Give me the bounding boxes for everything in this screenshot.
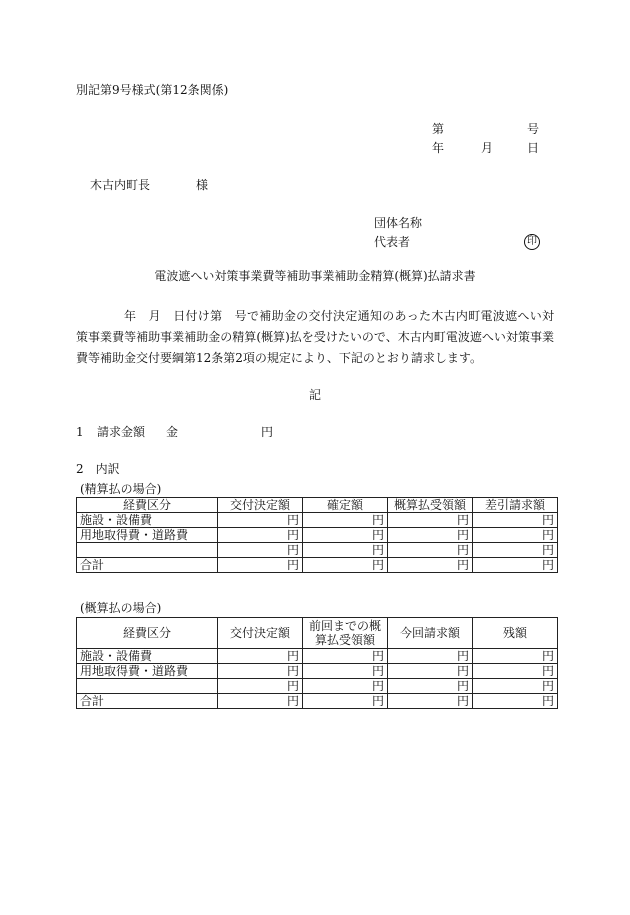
table-cell: 円 bbox=[473, 664, 558, 679]
number-suffix: 号 bbox=[527, 122, 540, 136]
table-cell: 円 bbox=[218, 694, 303, 709]
date-month: 月 bbox=[481, 141, 494, 155]
honorific: 様 bbox=[196, 178, 209, 192]
table-cell: 円 bbox=[218, 664, 303, 679]
table-row bbox=[77, 543, 558, 558]
organization-label: 団体名称 bbox=[374, 216, 423, 230]
section1-number: 1 bbox=[76, 425, 84, 439]
column-header: 前回までの概算払受領額 bbox=[303, 618, 388, 649]
body-paragraph: 年 月 日付け第 号で補助金の交付決定通知のあった木古内町電波遮へい対策事業費等補助事業補助金の精算(概算)払を受けたいので、木古内町電波遮へい対策事業費等補助金交付要綱第12条第2項の規定により、下記のとおり請求します。 bbox=[76, 309, 554, 365]
table-cell: 円 bbox=[303, 513, 388, 528]
table-cell: 円 bbox=[473, 513, 558, 528]
table-cell: 施設・設備費 bbox=[77, 513, 218, 528]
section2-heading bbox=[76, 463, 120, 475]
section2-label: 内訳 bbox=[95, 462, 120, 476]
table-cell: 円 bbox=[303, 558, 388, 573]
table-cell: 円 bbox=[303, 664, 388, 679]
table-cell: 円 bbox=[303, 543, 388, 558]
section1-kin: 金 bbox=[166, 425, 179, 439]
table-cell: 施設・設備費 bbox=[77, 649, 218, 664]
column-header: 交付決定額 bbox=[218, 618, 303, 649]
table-cell: 円 bbox=[388, 649, 473, 664]
number-prefix: 第 bbox=[432, 122, 445, 136]
table-cell: 円 bbox=[473, 649, 558, 664]
table-cell: 円 bbox=[388, 513, 473, 528]
column-header: 交付決定額 bbox=[218, 498, 303, 513]
column-header: 今回請求額 bbox=[388, 618, 473, 649]
table-header-row bbox=[77, 498, 558, 513]
table-cell: 円 bbox=[218, 558, 303, 573]
table-cell: 円 bbox=[473, 679, 558, 694]
column-header: 差引請求額 bbox=[473, 498, 558, 513]
table-cell: 円 bbox=[303, 649, 388, 664]
date-day: 日 bbox=[527, 141, 540, 155]
table-cell bbox=[77, 679, 218, 694]
table-header-row bbox=[77, 618, 558, 649]
table-cell: 円 bbox=[388, 528, 473, 543]
table-cell bbox=[77, 543, 218, 558]
table-cell: 円 bbox=[473, 558, 558, 573]
section1-yen: 円 bbox=[261, 425, 274, 439]
table-cell: 合計 bbox=[77, 694, 218, 709]
table-cell: 円 bbox=[388, 543, 473, 558]
date-year: 年 bbox=[432, 141, 445, 155]
representative-label: 代表者 bbox=[374, 235, 411, 249]
ki-heading: 記 bbox=[308, 388, 321, 402]
advance-payment-table bbox=[76, 617, 558, 709]
table-row bbox=[77, 664, 558, 679]
table-row bbox=[77, 528, 558, 543]
table-cell: 円 bbox=[218, 649, 303, 664]
table-cell: 円 bbox=[473, 543, 558, 558]
table-cell: 円 bbox=[473, 528, 558, 543]
table-cell: 円 bbox=[303, 528, 388, 543]
table-cell: 円 bbox=[218, 679, 303, 694]
column-header: 経費区分 bbox=[77, 498, 218, 513]
seal-mark: 印 bbox=[524, 234, 540, 250]
settlement-table bbox=[76, 497, 558, 573]
table2-caption: (概算払の場合) bbox=[80, 601, 162, 615]
table-cell: 円 bbox=[218, 528, 303, 543]
table-cell: 円 bbox=[218, 543, 303, 558]
document-title: 電波遮へい対策事業費等補助事業補助金精算(概算)払請求書 bbox=[154, 269, 476, 283]
section2-number: 2 bbox=[76, 462, 84, 476]
column-header: 概算払受領額 bbox=[388, 498, 473, 513]
table-total-row bbox=[77, 694, 558, 709]
table-cell: 円 bbox=[218, 513, 303, 528]
table-row bbox=[77, 513, 558, 528]
table-cell: 合計 bbox=[77, 558, 218, 573]
table-total-row bbox=[77, 558, 558, 573]
table-cell: 円 bbox=[473, 694, 558, 709]
column-header: 残額 bbox=[473, 618, 558, 649]
column-header: 確定額 bbox=[303, 498, 388, 513]
table-cell: 円 bbox=[388, 694, 473, 709]
table-cell: 円 bbox=[388, 679, 473, 694]
table1-caption: (精算払の場合) bbox=[80, 482, 162, 496]
table-cell: 円 bbox=[388, 558, 473, 573]
table-row bbox=[77, 649, 558, 664]
section1-label: 請求金額 bbox=[97, 425, 146, 439]
addressee: 木古内町長 bbox=[90, 178, 151, 192]
table-cell: 円 bbox=[388, 664, 473, 679]
table-cell: 用地取得費・道路費 bbox=[77, 664, 218, 679]
column-header: 経費区分 bbox=[77, 618, 218, 649]
table-cell: 用地取得費・道路費 bbox=[77, 528, 218, 543]
table-cell: 円 bbox=[303, 694, 388, 709]
table-row bbox=[77, 679, 558, 694]
table-cell: 円 bbox=[303, 679, 388, 694]
form-id: 別記第9号様式(第12条関係) bbox=[76, 83, 229, 97]
